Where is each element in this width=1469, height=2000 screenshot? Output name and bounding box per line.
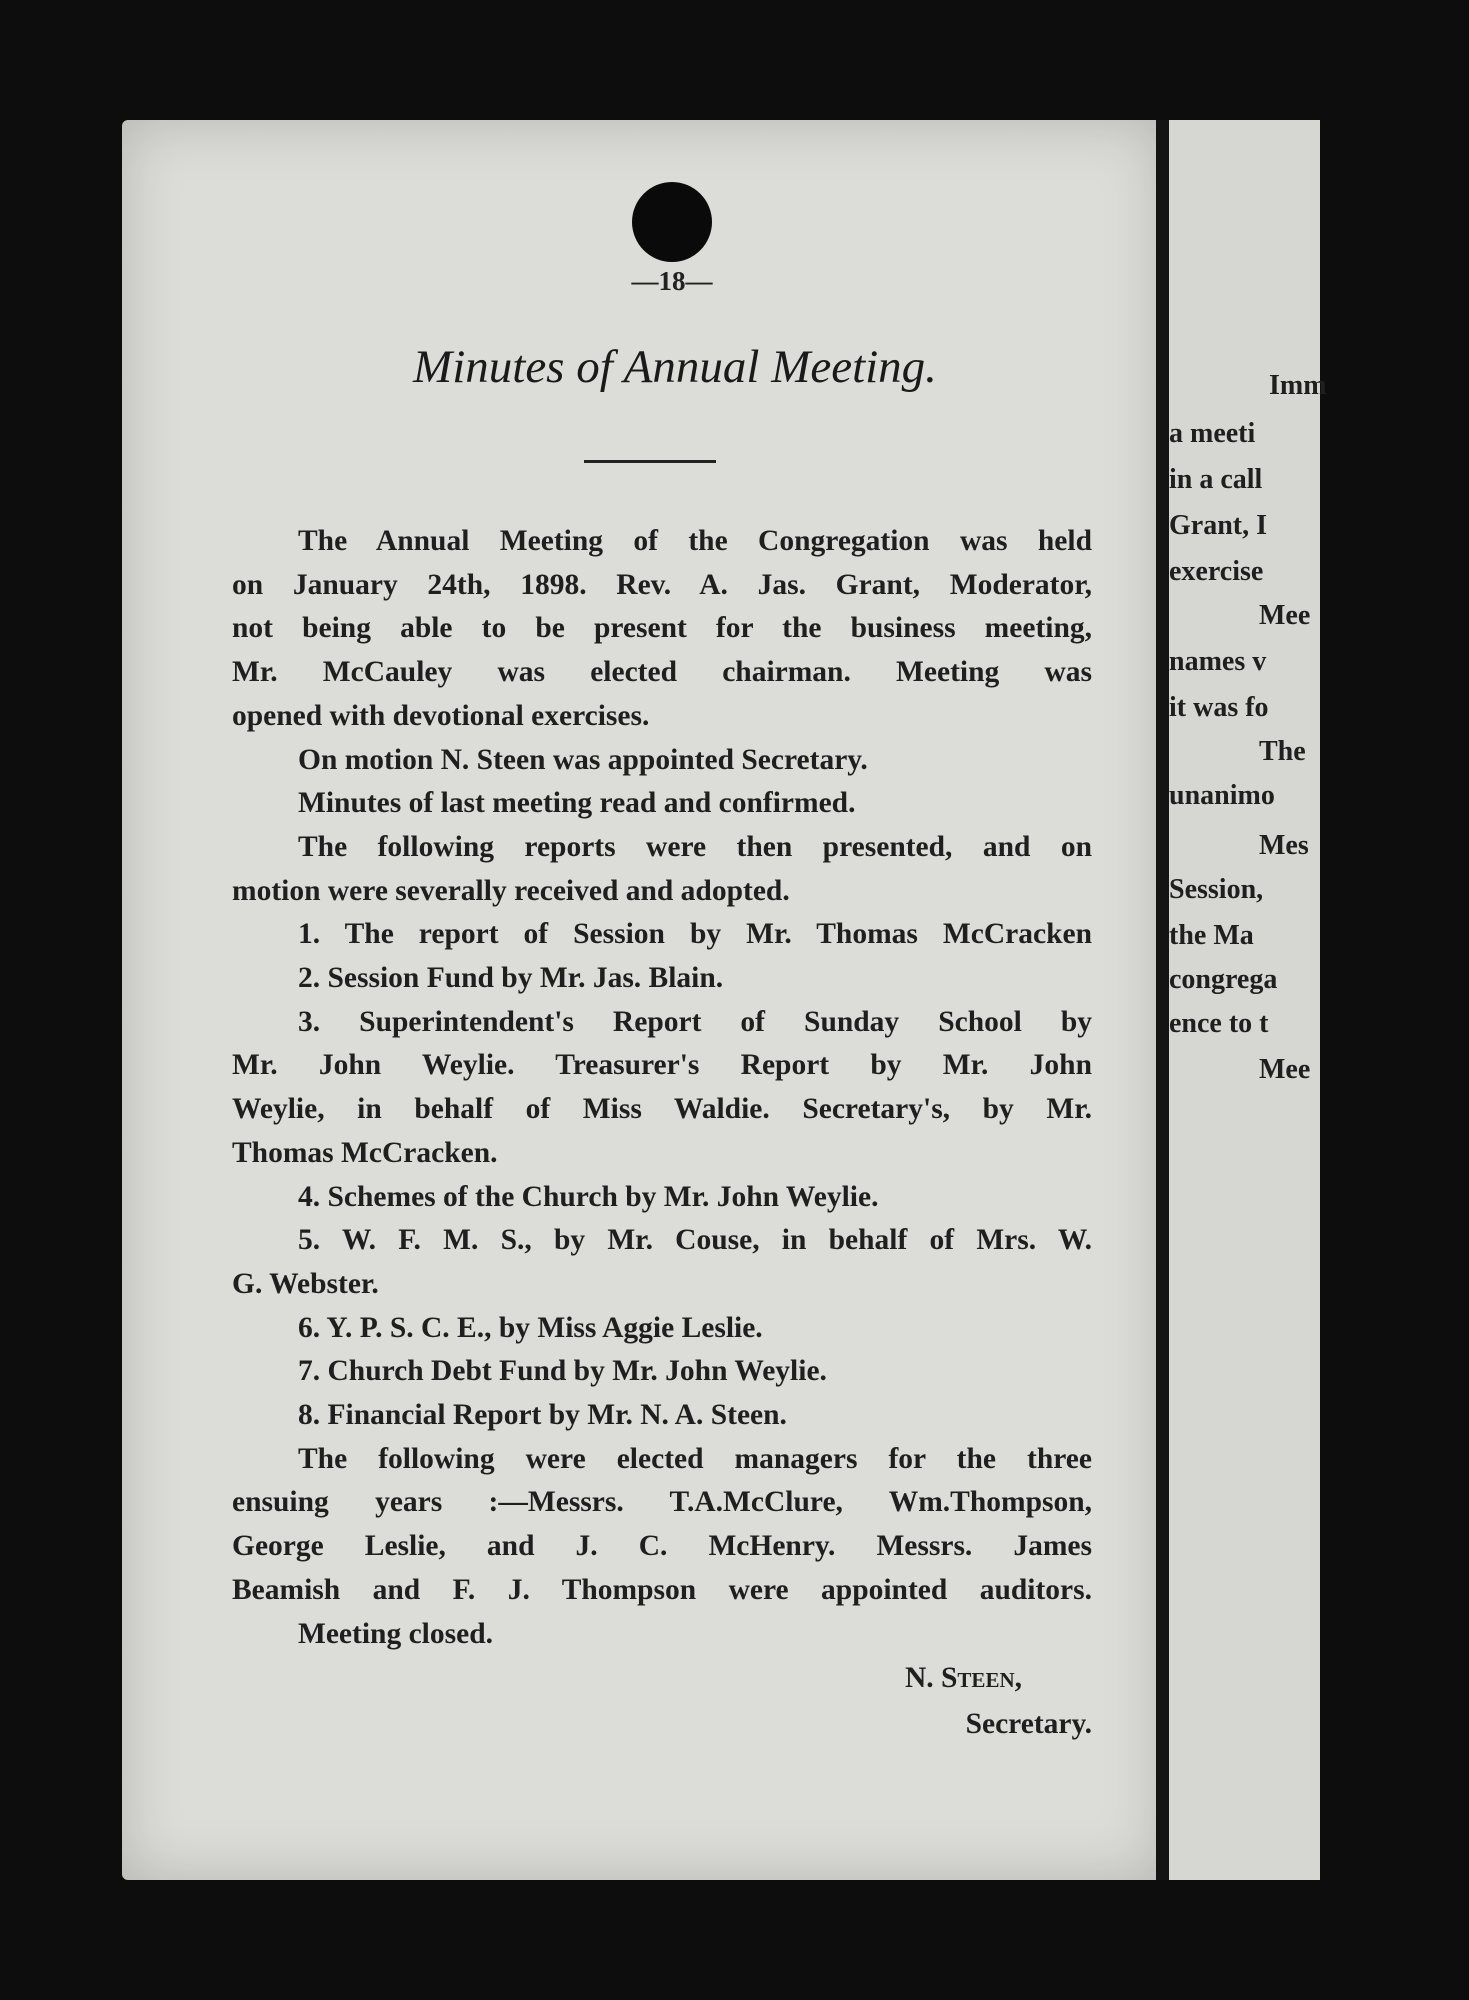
page-gutter bbox=[1156, 120, 1169, 1880]
text-line: The Annual Meeting of the Congregation was held bbox=[298, 525, 1092, 557]
right-page-line: Mee bbox=[1259, 1054, 1311, 1085]
right-page-line: exercise bbox=[1169, 556, 1264, 587]
text-line: Minutes of last meeting read and confirmed. bbox=[298, 787, 856, 820]
punch-hole bbox=[632, 182, 712, 262]
minutes-body bbox=[232, 520, 1092, 1656]
report-item: 1. The report of Session by Mr. Thomas McCracken bbox=[298, 918, 1092, 951]
text-line: not being able to be present for the business meeting, bbox=[232, 612, 1092, 645]
text-line: Beamish and F. J. Thompson were appointed auditors. bbox=[232, 1573, 1092, 1606]
right-page-line: the Ma bbox=[1169, 920, 1254, 951]
text-line: Meeting closed. bbox=[298, 1617, 493, 1650]
right-page-line: The bbox=[1259, 736, 1306, 767]
report-item: 8. Financial Report by Mr. N. A. Steen. bbox=[298, 1399, 787, 1432]
text-line: The following were elected managers for the three bbox=[298, 1442, 1092, 1475]
text-line: on January 24th, 1898. Rev. A. Jas. Grant, Moderator, bbox=[232, 568, 1092, 601]
report-item: 6. Y. P. S. C. E., by Miss Aggie Leslie. bbox=[298, 1311, 763, 1344]
right-page-line: Imm bbox=[1269, 370, 1327, 401]
report-item: 5. W. F. M. S., by Mr. Couse, in behalf of Mrs. W. bbox=[298, 1224, 1092, 1257]
text-line: On motion N. Steen was appointed Secretary. bbox=[298, 743, 868, 776]
report-item: 3. Superintendent's Report of Sunday School by bbox=[298, 1005, 1092, 1038]
right-page-fragment bbox=[1169, 120, 1327, 1880]
text-line: Mr. John Weylie. Treasurer's Report by Mr. John bbox=[232, 1049, 1092, 1082]
signature-role: Secretary. bbox=[965, 1708, 1092, 1740]
page-title: Minutes of Annual Meeting. bbox=[413, 341, 937, 393]
report-item: 7. Church Debt Fund by Mr. John Weylie. bbox=[298, 1355, 827, 1388]
text-line: Thomas McCracken. bbox=[232, 1136, 498, 1169]
right-page-line: a meeti bbox=[1169, 418, 1256, 449]
right-page-line: Mee bbox=[1259, 600, 1311, 631]
right-page-line: unanimo bbox=[1169, 780, 1275, 811]
text-line: Mr. McCauley was elected chairman. Meeting was bbox=[232, 656, 1092, 689]
title-rule bbox=[584, 460, 716, 463]
text-line: George Leslie, and J. C. McHenry. Messrs. James bbox=[232, 1530, 1092, 1563]
right-page-line: it was fo bbox=[1169, 692, 1269, 723]
right-page-line: congrega bbox=[1169, 964, 1278, 995]
right-page-line: in a call bbox=[1169, 464, 1263, 495]
right-page-line: ence to t bbox=[1169, 1008, 1269, 1039]
page-number: —18— bbox=[631, 266, 713, 296]
signature-block bbox=[232, 1655, 1092, 1747]
right-page-line: Mes bbox=[1259, 830, 1309, 861]
report-item: 2. Session Fund by Mr. Jas. Blain. bbox=[298, 962, 724, 995]
right-page-line: names v bbox=[1169, 646, 1267, 677]
text-line: opened with devotional exercises. bbox=[232, 699, 650, 732]
text-line: ensuing years :—Messrs. T.A.McClure, Wm.Thompson, bbox=[232, 1486, 1092, 1519]
right-page-line: Grant, I bbox=[1169, 510, 1267, 541]
text-line: The following reports were then presented, and on bbox=[298, 830, 1092, 863]
text-line: motion were severally received and adopted. bbox=[232, 874, 790, 907]
right-page-line: Session, bbox=[1169, 874, 1264, 905]
report-item: 4. Schemes of the Church by Mr. John Weylie. bbox=[298, 1180, 879, 1213]
text-line: Weylie, in behalf of Miss Waldie. Secretary's, by Mr. bbox=[232, 1093, 1092, 1126]
text-line: G. Webster. bbox=[232, 1267, 379, 1300]
signature-name: N. Steen, bbox=[904, 1662, 1022, 1694]
